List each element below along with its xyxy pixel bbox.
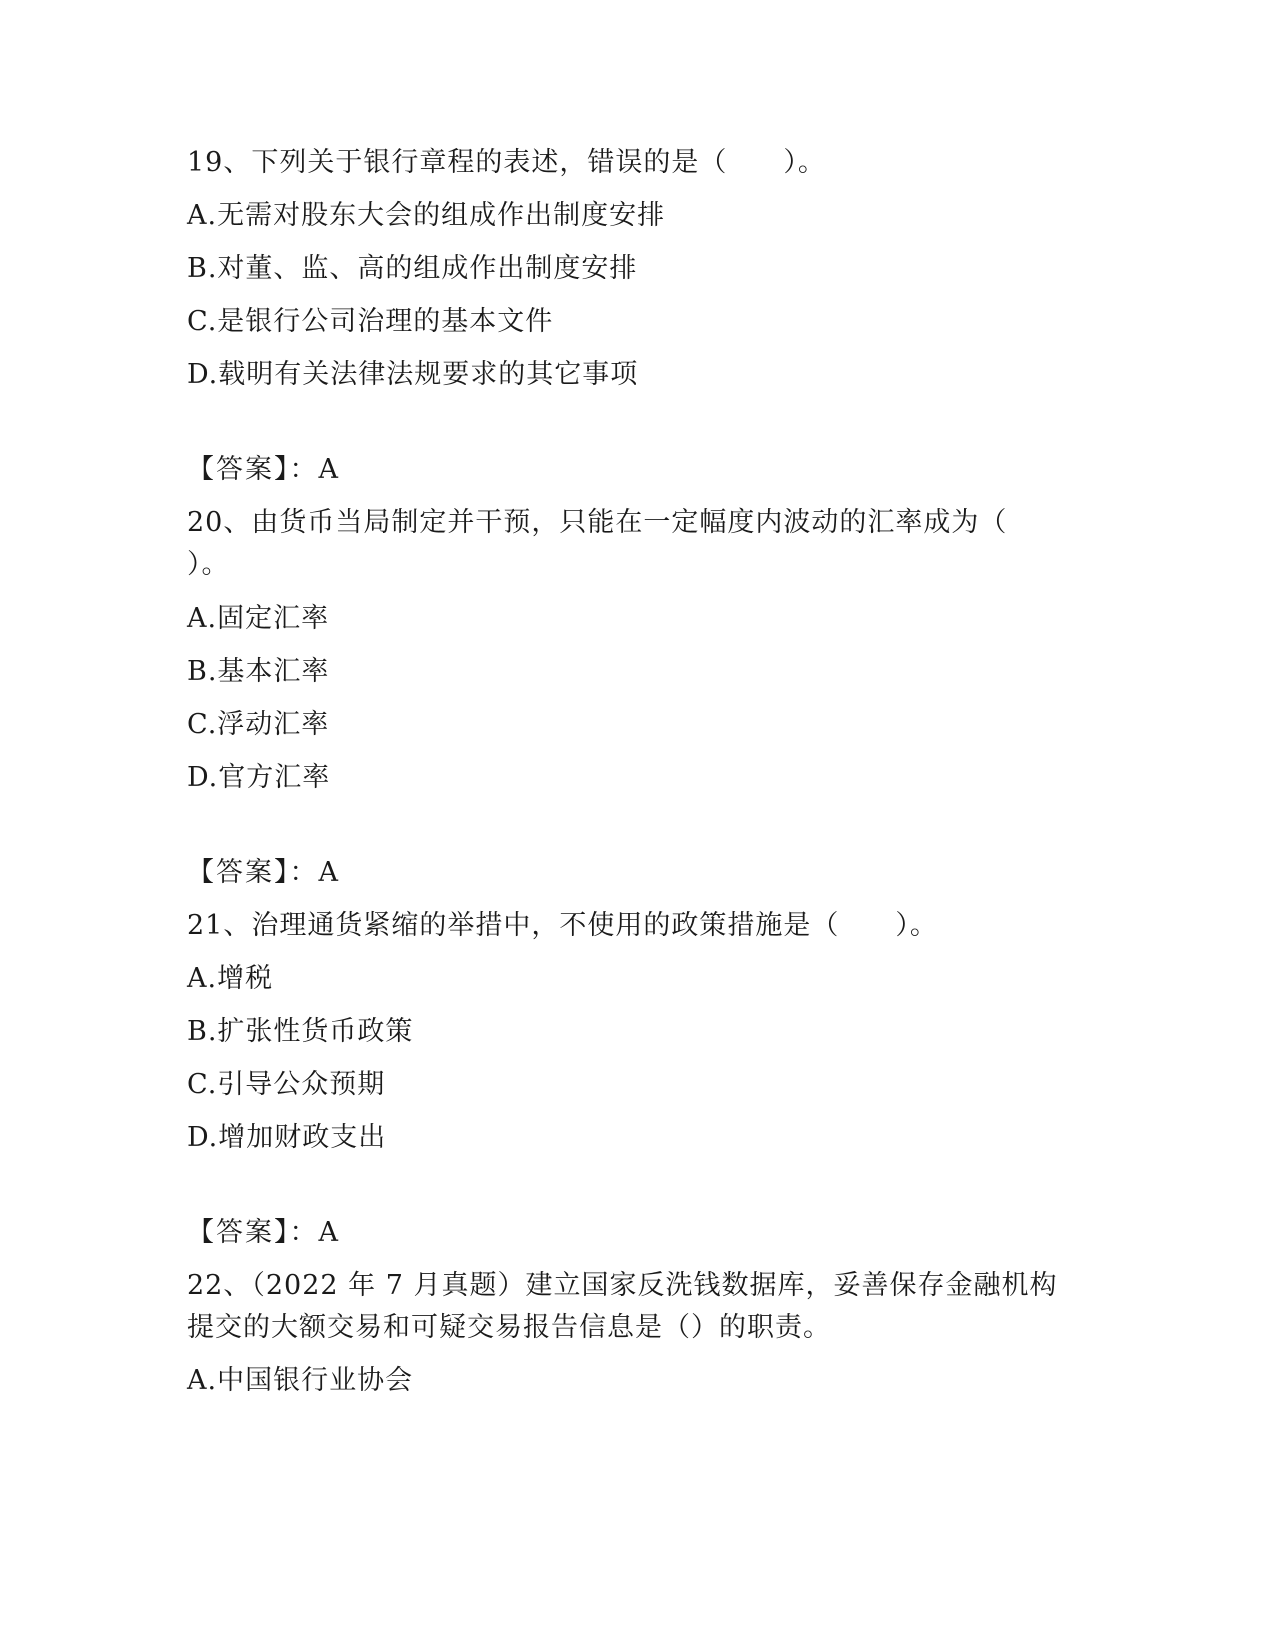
question-20-option-b: B.基本汇率	[187, 656, 330, 687]
question-19-option-b: B.对董、监、高的组成作出制度安排	[187, 253, 638, 284]
question-20-option-c: C.浮动汇率	[187, 709, 330, 740]
question-19-option-c: C.是银行公司治理的基本文件	[187, 306, 554, 337]
question-20-text-line1: 20、由货币当局制定并干预，只能在一定幅度内波动的汇率成为（	[187, 507, 1008, 538]
question-22-text-line2: 提交的大额交易和可疑交易报告信息是（）的职责。	[187, 1312, 831, 1343]
question-20-text-line2: ）。	[187, 549, 230, 580]
question-21-text: 21、治理通货紧缩的举措中，不使用的政策措施是（ ）。	[187, 910, 938, 941]
question-21-option-c: C.引导公众预期	[187, 1069, 386, 1100]
question-19-option-d: D.载明有关法律法规要求的其它事项	[187, 359, 639, 390]
question-20-answer: 【答案】：A	[187, 857, 340, 888]
question-22-text-line1: 22、（2022 年 7 月真题）建立国家反洗钱数据库，妥善保存金融机构	[187, 1270, 1058, 1301]
question-20-option-d: D.官方汇率	[187, 762, 331, 793]
question-22-option-a: A.中国银行业协会	[187, 1365, 414, 1396]
question-19-answer: 【答案】：A	[187, 454, 340, 485]
question-21-answer: 【答案】：A	[187, 1217, 340, 1248]
question-19-text: 19、下列关于银行章程的表述，错误的是（ ）。	[187, 147, 826, 178]
question-21-option-d: D.增加财政支出	[187, 1122, 387, 1153]
question-20-option-a: A.固定汇率	[187, 603, 330, 634]
question-21-option-b: B.扩张性货币政策	[187, 1016, 414, 1047]
question-19-option-a: A.无需对股东大会的组成作出制度安排	[187, 200, 666, 231]
question-21-option-a: A.增税	[187, 963, 274, 994]
